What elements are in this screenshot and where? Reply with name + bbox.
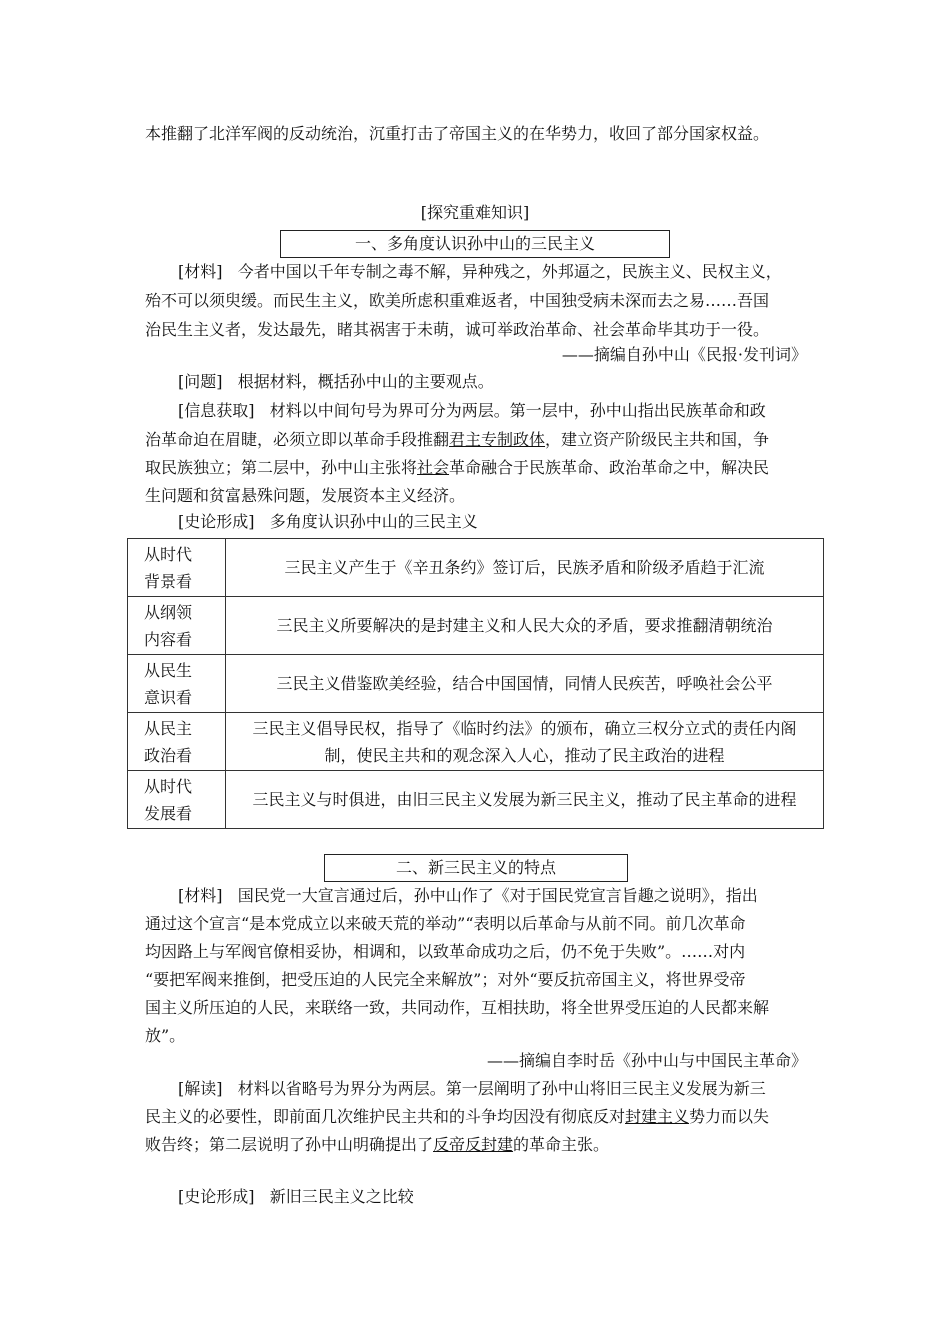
reading-line-2: 民主义的必要性，即前面几次维护民主共和的斗争均因没有彻底反对封建主义势力而以失 bbox=[145, 1107, 770, 1126]
reading-label: [解读] bbox=[178, 1079, 223, 1098]
part1-material-line-1: [材料] 今者中国以千年专制之毒不解，异种残之，外邦逼之，民族主义、民权主义， bbox=[178, 262, 782, 281]
table-row bbox=[128, 597, 824, 655]
part2-material-line-4: “要把军阀来推倒，把受压迫的人民完全来解放”；对外“要反抗帝国主义，将世界受帝 bbox=[145, 970, 746, 989]
info-label: [信息获取] bbox=[178, 401, 255, 420]
row-header: 从时代 发展看 bbox=[128, 771, 226, 829]
row-content: 三民主义倡导民权，指导了《临时约法》的颁布，确立三权分立式的责任内阁 制，使民主共和的观念深入人心，推动了民主政治的进程 bbox=[226, 713, 824, 771]
table-row bbox=[128, 771, 824, 829]
table-row bbox=[128, 713, 824, 771]
underlined-term: 封建主义 bbox=[625, 1107, 690, 1126]
row-content: 三民主义所要解决的是封建主义和人民大众的矛盾，要求推翻清朝统治 bbox=[226, 597, 824, 655]
info-line-2: 治革命迫在眉睫，必须立即以革命手段推翻君主专制政体，建立资产阶级民主共和国，争 bbox=[145, 430, 770, 449]
part2-source: ——摘编自李时岳《孙中山与中国民主革命》 bbox=[486, 1051, 807, 1070]
row-header: 从纲领 内容看 bbox=[128, 597, 226, 655]
info-line-3: 取民族独立；第二层中，孙中山主张将社会革命融合于民族革命、政治革命之中，解决民 bbox=[145, 458, 770, 477]
info-line-1: [信息获取] 材料以中间句号为界可分为两层。第一层中，孙中山指出民族革命和政 bbox=[178, 401, 766, 420]
reading-line-1: [解读] 材料以省略号为界分为两层。第一层阐明了孙中山将旧三民主义发展为新三 bbox=[178, 1079, 766, 1098]
row-header: 从时代 背景看 bbox=[128, 539, 226, 597]
section-heading: [探究重难知识] bbox=[420, 203, 530, 222]
table-row bbox=[128, 655, 824, 713]
part2-title: 二、新三民主义的特点 bbox=[324, 854, 628, 882]
question-label: [问题] bbox=[178, 372, 223, 391]
part1-material-line-2: 殆不可以须臾缓。而民生主义，欧美所虑积重难返者，中国独受病未深而去之易……吾国 bbox=[145, 291, 770, 310]
underlined-term: 社会 bbox=[417, 458, 450, 477]
intro-continuation-line: 本推翻了北洋军阀的反动统治，沉重打击了帝国主义的在华势力，收回了部分国家权益。 bbox=[145, 124, 770, 143]
theory-label: [史论形成] bbox=[178, 1187, 255, 1206]
theory-label: [史论形成] bbox=[178, 512, 255, 531]
underlined-term: 君主专制政体 bbox=[449, 430, 546, 449]
part2-theory-heading: [史论形成] 新旧三民主义之比较 bbox=[178, 1187, 414, 1206]
material-label: [材料] bbox=[178, 262, 223, 281]
part1-source: ——摘编自孙中山《民报·发刊词》 bbox=[561, 345, 807, 364]
part1-question: [问题] 根据材料，概括孙中山的主要观点。 bbox=[178, 372, 494, 391]
part2-material-line-2: 通过这个宣言“是本党成立以来破天荒的举动”“表明以后革命与从前不同。前几次革命 bbox=[145, 914, 746, 933]
info-line-4: 生问题和贫富悬殊问题，发展资本主义经济。 bbox=[145, 486, 466, 505]
row-content: 三民主义产生于《辛丑条约》签订后，民族矛盾和阶级矛盾趋于汇流 bbox=[226, 539, 824, 597]
part1-title: 一、多角度认识孙中山的三民主义 bbox=[280, 230, 670, 258]
part1-theory-heading: [史论形成] 多角度认识孙中山的三民主义 bbox=[178, 512, 478, 531]
part2-material-line-5: 国主义所压迫的人民，来联络一致，共同动作，互相扶助，将全世界受压迫的人民都来解 bbox=[145, 998, 770, 1017]
row-content: 三民主义与时俱进，由旧三民主义发展为新三民主义，推动了民主革命的进程 bbox=[226, 771, 824, 829]
table-row bbox=[128, 539, 824, 597]
part2-material-line-3: 均因路上与军阀官僚相妥协，相调和，以致革命成功之后，仍不免于失败”。……对内 bbox=[145, 942, 746, 961]
reading-line-3: 败告终；第二层说明了孙中山明确提出了反帝反封建的革命主张。 bbox=[145, 1135, 610, 1154]
part2-material-line-6: 放”。 bbox=[145, 1026, 186, 1045]
material-label: [材料] bbox=[178, 886, 223, 905]
row-content: 三民主义借鉴欧美经验，结合中国国情，同情人民疾苦，呼唤社会公平 bbox=[226, 655, 824, 713]
row-header: 从民主 政治看 bbox=[128, 713, 226, 771]
part1-material-line-3: 治民生主义者，发达最先，睹其祸害于未萌，诚可举政治革命、社会革命毕其功于一役。 bbox=[145, 320, 770, 339]
underlined-term: 反帝反封建 bbox=[433, 1135, 514, 1154]
row-header: 从民生 意识看 bbox=[128, 655, 226, 713]
part2-material-line-1: [材料] 国民党一大宣言通过后，孙中山作了《对于国民党宣言旨趣之说明》，指出 bbox=[178, 886, 758, 905]
perspective-table bbox=[127, 538, 824, 829]
